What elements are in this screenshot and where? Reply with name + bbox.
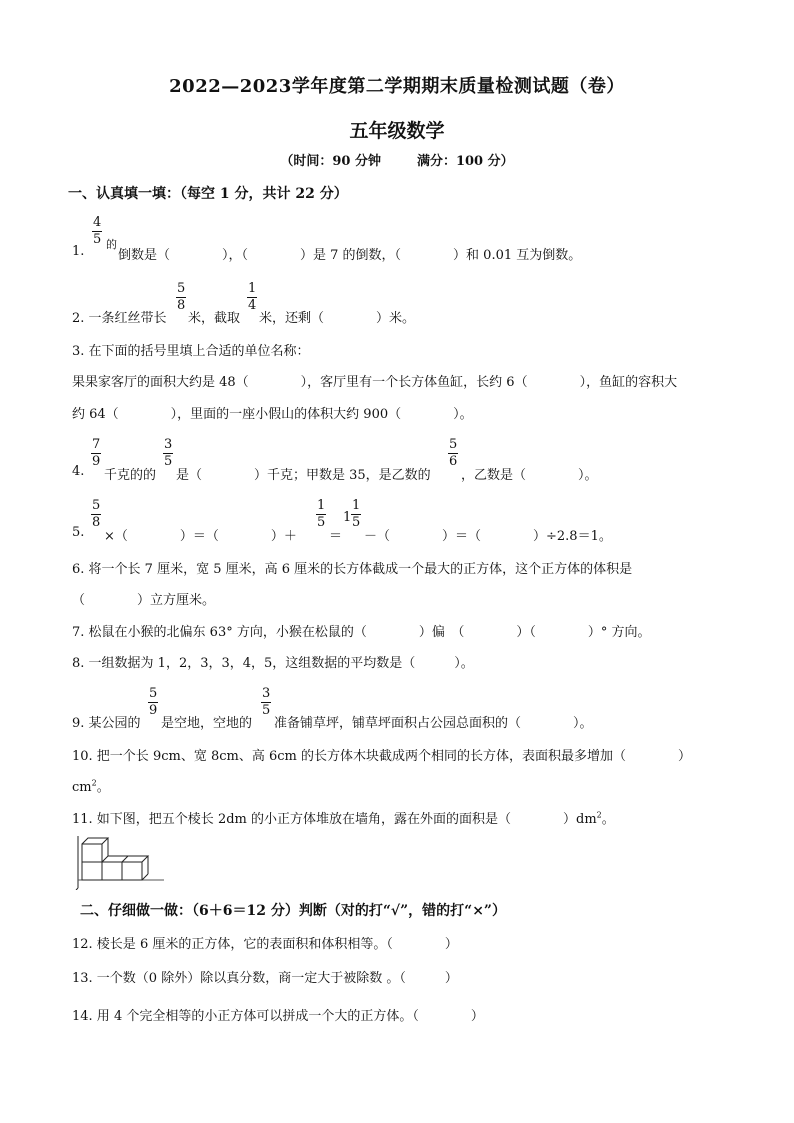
q11-text bbox=[72, 808, 615, 827]
q10-line-1: 10. 把一个长 9cm、宽 8cm、高 6cm 的长方体木块截成两个相同的长方体，表面积最多增加（ ） bbox=[72, 749, 691, 764]
q5-text-a: ×（ ）＝（ ）＋ bbox=[104, 529, 297, 544]
exam-time: （时间：90 分钟 bbox=[280, 154, 381, 169]
q2-f2-den: 4 bbox=[248, 298, 257, 313]
q4-f1-num: 7 bbox=[92, 437, 101, 452]
q4-text-b: 是（ ）千克；甲数是 35，是乙数的 bbox=[176, 468, 431, 483]
q5-f1-den: 8 bbox=[92, 515, 101, 530]
cube-bottom-top-edge bbox=[122, 856, 128, 862]
q10-line-2 bbox=[72, 776, 110, 795]
cube-bottom-side-2 bbox=[142, 874, 148, 880]
q10-end: 。 bbox=[96, 780, 110, 795]
cube-bottom-3 bbox=[122, 862, 142, 880]
q5-fraction-2 bbox=[316, 498, 326, 531]
q4-f2-den: 5 bbox=[164, 454, 173, 469]
q9-f2-num: 3 bbox=[262, 686, 271, 701]
q9-f1-num: 5 bbox=[149, 686, 158, 701]
q3-intro: 3. 在下面的括号里填上合适的单位名称： bbox=[72, 344, 310, 359]
q10-unit-sup: 2 bbox=[91, 778, 97, 788]
cube-bottom-2 bbox=[102, 862, 122, 880]
q9-fraction-1 bbox=[148, 686, 158, 719]
question-13: 13. 一个数（0 除外）除以真分数，商一定大于被除数 。（ ） bbox=[72, 971, 458, 986]
q4-fraction-2 bbox=[163, 437, 173, 470]
q4-f3-num: 5 bbox=[449, 437, 458, 452]
q4-fraction-3 bbox=[448, 437, 458, 470]
q1-tail: 的 bbox=[106, 238, 117, 251]
q5-text-b: ＝ bbox=[329, 529, 343, 544]
q9-text-a: 9. 某公园的 bbox=[72, 716, 141, 731]
floor-corner-line bbox=[76, 888, 78, 890]
q4-fraction-1 bbox=[91, 437, 101, 470]
q5-fraction-3 bbox=[351, 498, 361, 531]
section-2-heading: 二、仔细做一做：（6＋6＝12 分）判断（对的打“√”，错的打“×”） bbox=[80, 903, 506, 919]
q5-fraction-1 bbox=[91, 498, 101, 531]
question-1 bbox=[72, 244, 84, 259]
q10-unit: cm bbox=[72, 780, 92, 795]
q9-f1-den: 9 bbox=[149, 703, 158, 718]
q5-number: 5. bbox=[72, 525, 85, 540]
q2-text-b: 米，截取 bbox=[188, 311, 241, 326]
q4-f3-den: 6 bbox=[449, 454, 458, 469]
q11-unit-sup: 2 bbox=[596, 810, 602, 820]
q2-f1-den: 8 bbox=[177, 298, 186, 313]
exam-score: 满分：100 分） bbox=[416, 154, 514, 169]
q2-fraction-2 bbox=[247, 281, 257, 314]
q1-text: 倒数是（ ），（ ）是 7 的倒数，（ ）和 0.01 互为倒数。 bbox=[118, 248, 582, 263]
q3-line-1: 果果家客厅的面积大约是 48（ ），客厅里有一个长方体鱼缸，长约 6（ ），鱼缸的容积大 bbox=[72, 375, 678, 390]
exam-title: 2022—2023学年度第二学期期末质量检测试题（卷） bbox=[169, 76, 625, 97]
question-12: 12. 棱长是 6 厘米的正方体，它的表面积和体积相等。（ ） bbox=[72, 937, 458, 952]
q4-f2-num: 3 bbox=[164, 437, 173, 452]
q7-text: 7. 松鼠在小猴的北偏东 63° 方向，小猴在松鼠的（ ）偏 （ ）（ ）° 方向。 bbox=[72, 625, 651, 640]
q5-f3-num: 1 bbox=[352, 498, 361, 513]
q5-f1-num: 5 bbox=[92, 498, 101, 513]
cube-top-top bbox=[82, 838, 108, 844]
q11-body: 11. 如下图，把五个棱长 2dm 的小正方体堆放在墙角，露在外面的面积是（ ）dm bbox=[72, 812, 597, 827]
exam-time-score bbox=[0, 150, 794, 169]
question-14: 14. 用 4 个完全相等的小正方体可以拼成一个大的正方体。（ ） bbox=[72, 1009, 484, 1024]
q1-number: 1. bbox=[72, 244, 85, 259]
stacked-cubes-figure bbox=[74, 832, 166, 890]
exam-subtitle: 五年级数学 bbox=[349, 120, 445, 142]
q2-text-c: 米，还剩（ ）米。 bbox=[259, 311, 416, 326]
q6-line-1: 6. 将一个长 7 厘米，宽 5 厘米，高 6 厘米的长方体截成一个最大的正方体，这个正方体的体积是 bbox=[72, 562, 633, 577]
q5-whole: 1 bbox=[343, 510, 352, 525]
q2-fraction-1 bbox=[176, 281, 186, 314]
q9-fraction-2 bbox=[261, 686, 271, 719]
q11-end: 。 bbox=[601, 812, 615, 827]
cube-top bbox=[82, 844, 102, 862]
q2-f1-num: 5 bbox=[177, 281, 186, 296]
q1-fraction bbox=[92, 215, 102, 248]
q5-f2-den: 5 bbox=[317, 515, 326, 530]
q8-text: 8. 一组数据为 1，2，3，3，4，5，这组数据的平均数是（ ）。 bbox=[72, 656, 474, 671]
q2-text-a: 2. 一条红丝带长 bbox=[72, 311, 167, 326]
q6-line-2: （ ）立方厘米。 bbox=[72, 593, 216, 608]
cube-bottom-1 bbox=[82, 862, 102, 880]
q9-text-b: 是空地，空地的 bbox=[161, 716, 253, 731]
q4-f1-den: 9 bbox=[92, 454, 101, 469]
q3-line-2: 约 64（ ），里面的一座小假山的体积大约 900（ ）。 bbox=[72, 407, 473, 422]
q5-text-c: －（ ）＝（ ）÷2.8＝1。 bbox=[364, 529, 612, 544]
q4-text-c: ，乙数是（ ）。 bbox=[461, 468, 598, 483]
q1-frac-num: 4 bbox=[93, 215, 102, 230]
q9-f2-den: 5 bbox=[262, 703, 271, 718]
q5-f2-num: 1 bbox=[317, 498, 326, 513]
q4-text-a: 千克的的 bbox=[104, 468, 157, 483]
q9-text-c: 准备铺草坪，铺草坪面积占公园总面积的（ ）。 bbox=[274, 716, 593, 731]
q4-number: 4. bbox=[72, 464, 85, 479]
q5-f3-den: 5 bbox=[352, 515, 361, 530]
q2-f2-num: 1 bbox=[248, 281, 257, 296]
section-1-heading: 一、认真填一填：（每空 1 分，共计 22 分） bbox=[68, 186, 348, 202]
q1-frac-den: 5 bbox=[93, 232, 102, 247]
